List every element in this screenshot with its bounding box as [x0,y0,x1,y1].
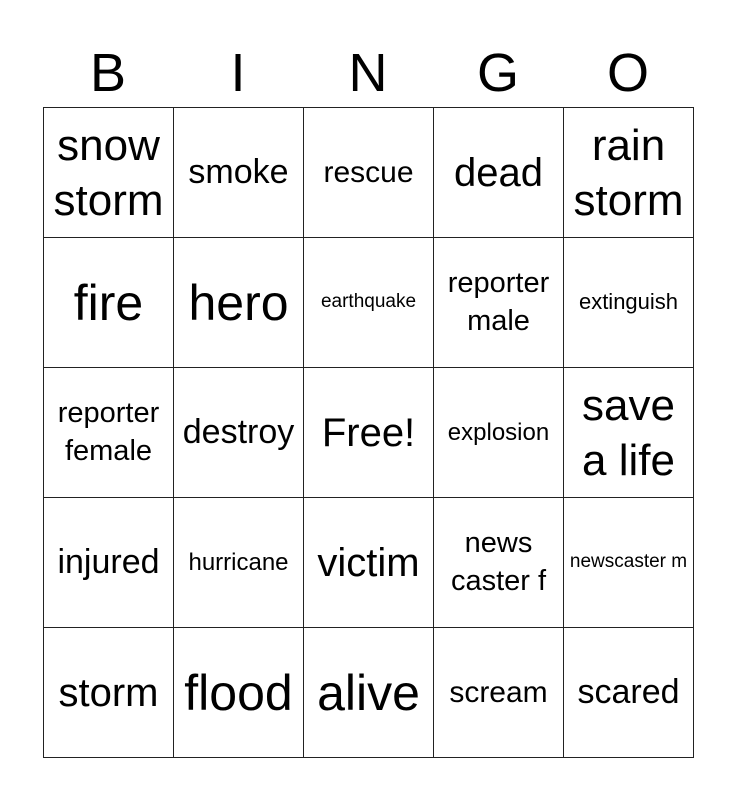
bingo-cell[interactable] [173,237,304,368]
bingo-cell[interactable] [303,497,434,628]
header-letter-g: G [476,43,519,103]
cell-label: scared [577,673,680,712]
bingo-cell[interactable] [433,107,564,238]
bingo-cell[interactable] [173,497,304,628]
bingo-cell[interactable] [433,367,564,498]
cell-label: victim [317,540,420,585]
cell-label: rain storm [573,120,684,225]
cell-label: news caster f [450,526,547,597]
bingo-board [43,107,693,757]
bingo-cell[interactable] [563,497,694,628]
bingo-cell[interactable] [173,627,304,758]
cell-label: alive [317,664,420,721]
bingo-cell[interactable] [433,497,564,628]
cell-label: extinguish [578,289,679,315]
cell-label: snow storm [53,120,164,225]
header-letter-i: I [230,43,246,103]
cell-label: flood [184,664,293,721]
header-letter-b: B [89,43,127,103]
bingo-cell[interactable] [173,367,304,498]
header-letter-n: N [348,43,388,103]
bingo-cell[interactable] [563,237,694,368]
bingo-cell[interactable] [43,627,174,758]
free-space-cell[interactable] [303,367,434,498]
cell-label: explosion [447,418,550,446]
bingo-cell[interactable] [303,237,434,368]
cell-label: newscaster m [569,551,688,573]
bingo-cell[interactable] [303,627,434,758]
bingo-cell[interactable] [43,107,174,238]
bingo-cell[interactable] [303,107,434,238]
cell-label: dead [454,150,543,195]
bingo-cell[interactable] [43,367,174,498]
cell-label: reporter female [57,396,160,467]
cell-label: earthquake [320,291,417,313]
cell-label: fire [73,274,144,331]
bingo-cell[interactable] [563,367,694,498]
cell-label: reporter male [447,266,550,337]
cell-label: destroy [182,413,295,452]
bingo-cell[interactable] [43,497,174,628]
bingo-cell[interactable] [173,107,304,238]
bingo-cell[interactable] [563,107,694,238]
bingo-cell[interactable] [433,237,564,368]
header-letter-o: O [606,43,649,103]
bingo-cell[interactable] [563,627,694,758]
cell-label: Free! [321,410,416,455]
cell-label: hero [188,274,289,331]
cell-label: storm [58,670,159,715]
bingo-cell[interactable] [433,627,564,758]
cell-label: injured [57,543,160,582]
cell-label: scream [449,675,548,709]
cell-label: hurricane [188,548,289,576]
bingo-header [43,40,693,106]
cell-label: smoke [188,153,289,192]
bingo-cell[interactable] [43,237,174,368]
cell-label: rescue [323,155,414,189]
cell-label: save a life [582,380,675,485]
